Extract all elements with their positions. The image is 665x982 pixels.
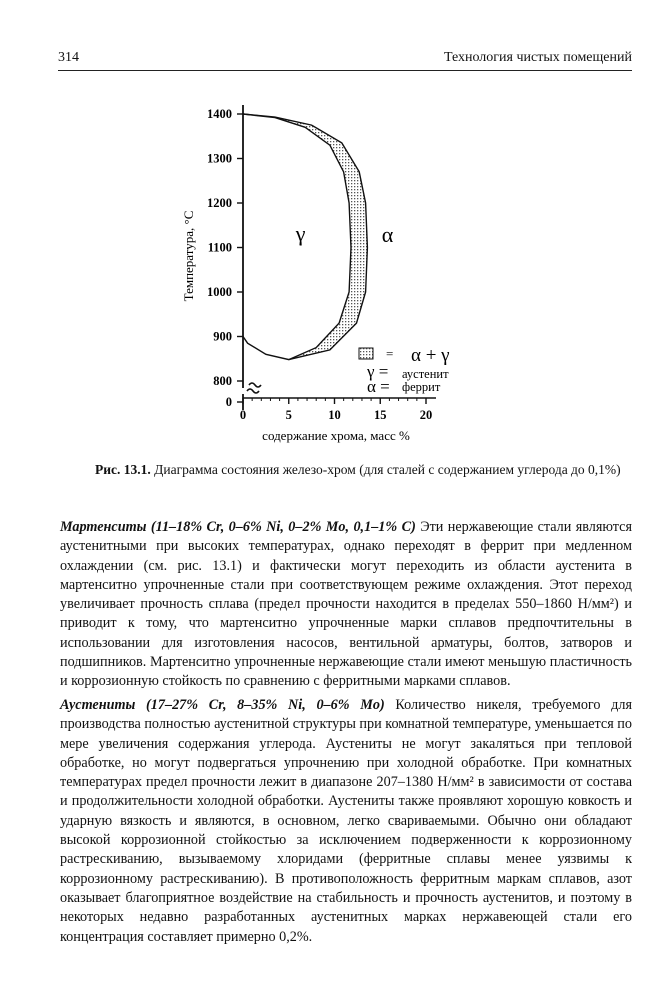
x-tick-label: 20 [419, 408, 433, 422]
paragraph-martensites [60, 518, 632, 692]
paragraph-austenites [60, 696, 632, 947]
y-tick-label: 800 [213, 374, 232, 388]
y-tick-label: 1300 [207, 151, 232, 166]
x-axis-title: содержание хрома, масс % [262, 428, 410, 443]
legend-label: феррит [402, 380, 441, 394]
axis-break-mark [247, 389, 259, 393]
page-number: 314 [58, 50, 79, 65]
legend-symbol: = [386, 346, 394, 361]
legend-swatch [359, 348, 373, 359]
y-tick-label: 900 [213, 329, 232, 344]
axis-break-mark [249, 383, 261, 387]
x-tick-label: 15 [374, 408, 387, 422]
caption-label: Рис. 13.1. [95, 462, 151, 477]
legend-label: α + γ [411, 345, 450, 366]
y-tick-label: 1000 [207, 285, 232, 299]
chart-ticks [207, 107, 432, 422]
y-tick-label: 1400 [207, 107, 232, 121]
figure-caption [95, 462, 635, 478]
legend-label: аустенит [402, 367, 449, 381]
y-tick-label: 1200 [207, 196, 232, 210]
region-label: α [381, 222, 394, 248]
legend-symbol: γ = [367, 362, 389, 381]
phase-diagram-chart [0, 0, 665, 460]
caption-text: Диаграмма состояния железо-хром (для сталей с содержанием углерода до 0,1%) [150, 462, 621, 477]
x-tick-label: 0 [239, 408, 247, 422]
y-tick-label: 1100 [207, 240, 232, 255]
region-label: γ [295, 220, 306, 246]
paragraph-lead: Аустениты (17–27% Cr, 8–35% Ni, 0–6% Mo) [60, 697, 385, 713]
x-tick-label: 10 [328, 408, 341, 422]
y-axis-title: Температура, °С [181, 210, 196, 302]
running-title: Технология чистых помещений [443, 50, 632, 65]
legend-symbol: α = [367, 377, 390, 396]
paragraph-body: Эти нержавеющие стали являются аустенитными при высоких температурах, однако переходят в феррит при медленном охлаждении (см. рис. 13.1) и фактически могут переходить из области аустенита в мартенситно упрочненные стали при соответствующем режиме охлаждения. Этот переход увеличивает прочность сплава (предел прочности находится в пределах 550–1860 Н/мм²) и приводит к тому, что мартенситно упрочненные марки сплавов предпочтительны в использовании для изготовления насосов, вентильной арматуры, болтов, затворов и подшипников. Мартенситно упрочненные нержавеющие стали имеют меньшую пластичность и коррозионную стойкость по сравнению с ферритными марками сплавов. [60, 519, 632, 690]
paragraph-lead: Мартенситы (11–18% Cr, 0–6% Ni, 0–2% Mo, 0,1–1% C) [60, 519, 416, 535]
paragraph-body: Количество никеля, требуемого для производства полностью аустенитной структуры при комнатной температуре, уменьшается по мере увеличения содержания углерода. Аустениты не могут закаляться при тепловой обработке, но могут подвергаться упрочнению при холодной обработке. При комнатных температурах предел прочности лежит в диапазоне 207–1380 Н/мм² в зависимости от состава и продолжительности холодной обработки. Аустениты также проявляют хорошую ковкость и ударную вязкость и являются, в основном, легко свариваемыми. Обычно они обладают высокой коррозионной стойкостью за исключением подверженности к коррозионному растрескиванию, вызываемому хлоридами (ферритные сплавы менее уязвимы к коррозионному растрескиванию). В противоположность ферритным маркам сплавов, азот оказывает благоприятное воздействие на стабильность и прочность аустенитов, и поэтому в некоторых недавно разработанных аустенитных марках нержавеющей стали его концентрация составляет примерно 0,2%. [60, 697, 632, 945]
chart-legend [359, 345, 450, 396]
x-tick-label: 5 [285, 408, 292, 422]
y-tick-label: 0 [225, 395, 232, 409]
